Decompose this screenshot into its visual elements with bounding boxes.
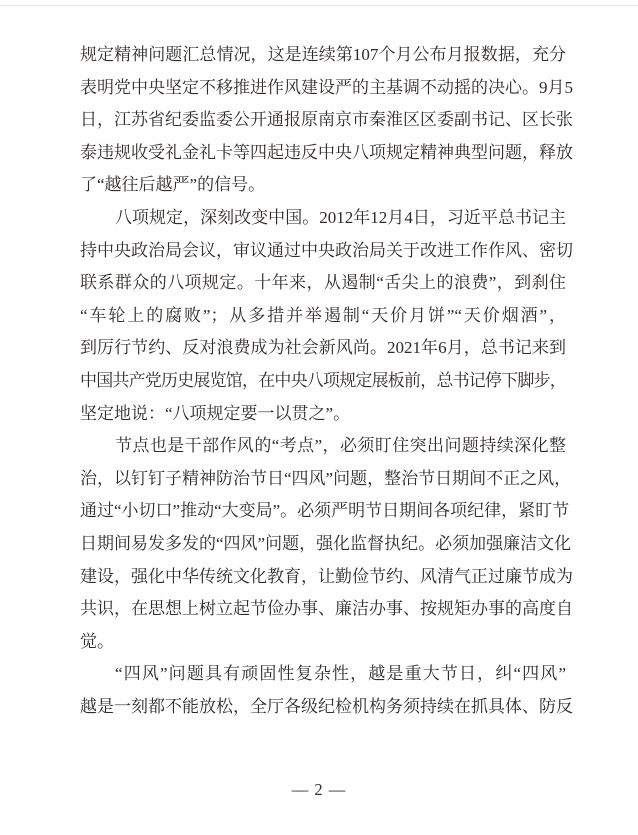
page-top-edge-line — [0, 5, 638, 6]
paragraph — [80, 430, 573, 658]
text-line: 节点也是干部作风的“考点”，必须盯住突出问题持续深化整 — [115, 436, 566, 456]
text-line: 持中央政治局会议，审议通过中央政治局关于改进工作作风、密切 — [80, 240, 573, 260]
paragraph — [80, 658, 573, 723]
text-line: “四风”问题具有顽固性复杂性，越是重大节日，纠“四风” — [115, 664, 566, 684]
text-line: 泰违规收受礼金礼卡等四起违反中央八项规定精神典型问题，释放 — [80, 142, 573, 162]
text-line: 规定精神问题汇总情况，这是连续第107个月公布月报数据，充分 — [80, 45, 566, 64]
paragraph — [80, 39, 573, 202]
paragraph — [80, 202, 573, 430]
text-line: 共识，在思想上树立起节俭办事、廉洁办事、按规矩办事的高度自 — [80, 599, 573, 619]
text-line: 觉。 — [80, 631, 114, 651]
document-body — [80, 39, 573, 723]
text-line: 八项规定，深刻改变中国。2012年12月4日，习近平总书记主 — [115, 207, 566, 227]
text-line: 建设，强化中华传统文化教育，让勤俭节约、风清气正过廉节成为 — [80, 566, 573, 586]
page-number: — 2 — — [291, 780, 347, 799]
text-line: “车轮上的腐败”；从多措并举遏制“天价月饼”“天价烟酒”， — [80, 305, 566, 325]
text-line: 表明党中央坚定不移推进作风建设严的主基调不动摇的决心。9月5 — [80, 77, 573, 97]
text-line: 联系群众的八项规定。十年来，从遏制“舌尖上的浪费”，到刹住 — [80, 273, 566, 293]
text-line: 中国共产党历史展览馆，在中央八项规定展板前，总书记停下脚步， — [80, 370, 566, 390]
text-line: 治，以钉钉子精神防治节日“四风”问题，整治节日期间不正之风， — [80, 468, 572, 488]
text-line: 通过“小切口”推动“大变局”。必须严明节日期间各项纪律，紧盯节 — [80, 501, 570, 521]
text-line: 日期间易发多发的“四风”问题，强化监督执纪。必须加强廉洁文化 — [80, 533, 572, 553]
text-line: 到厉行节约、反对浪费成为社会新风尚。2021年6月，总书记来到 — [80, 338, 566, 358]
text-line: 越是一刻都不能放松，全厅各级纪检机构务须持续在抓具体、防反 — [80, 696, 573, 716]
text-line: 了“越往后越严”的信号。 — [80, 175, 266, 195]
text-line: 坚定地说：“八项规定要一以贯之”。 — [80, 403, 351, 423]
text-line: 日，江苏省纪委监委公开通报原南京市秦淮区区委副书记、区长张 — [80, 110, 573, 130]
